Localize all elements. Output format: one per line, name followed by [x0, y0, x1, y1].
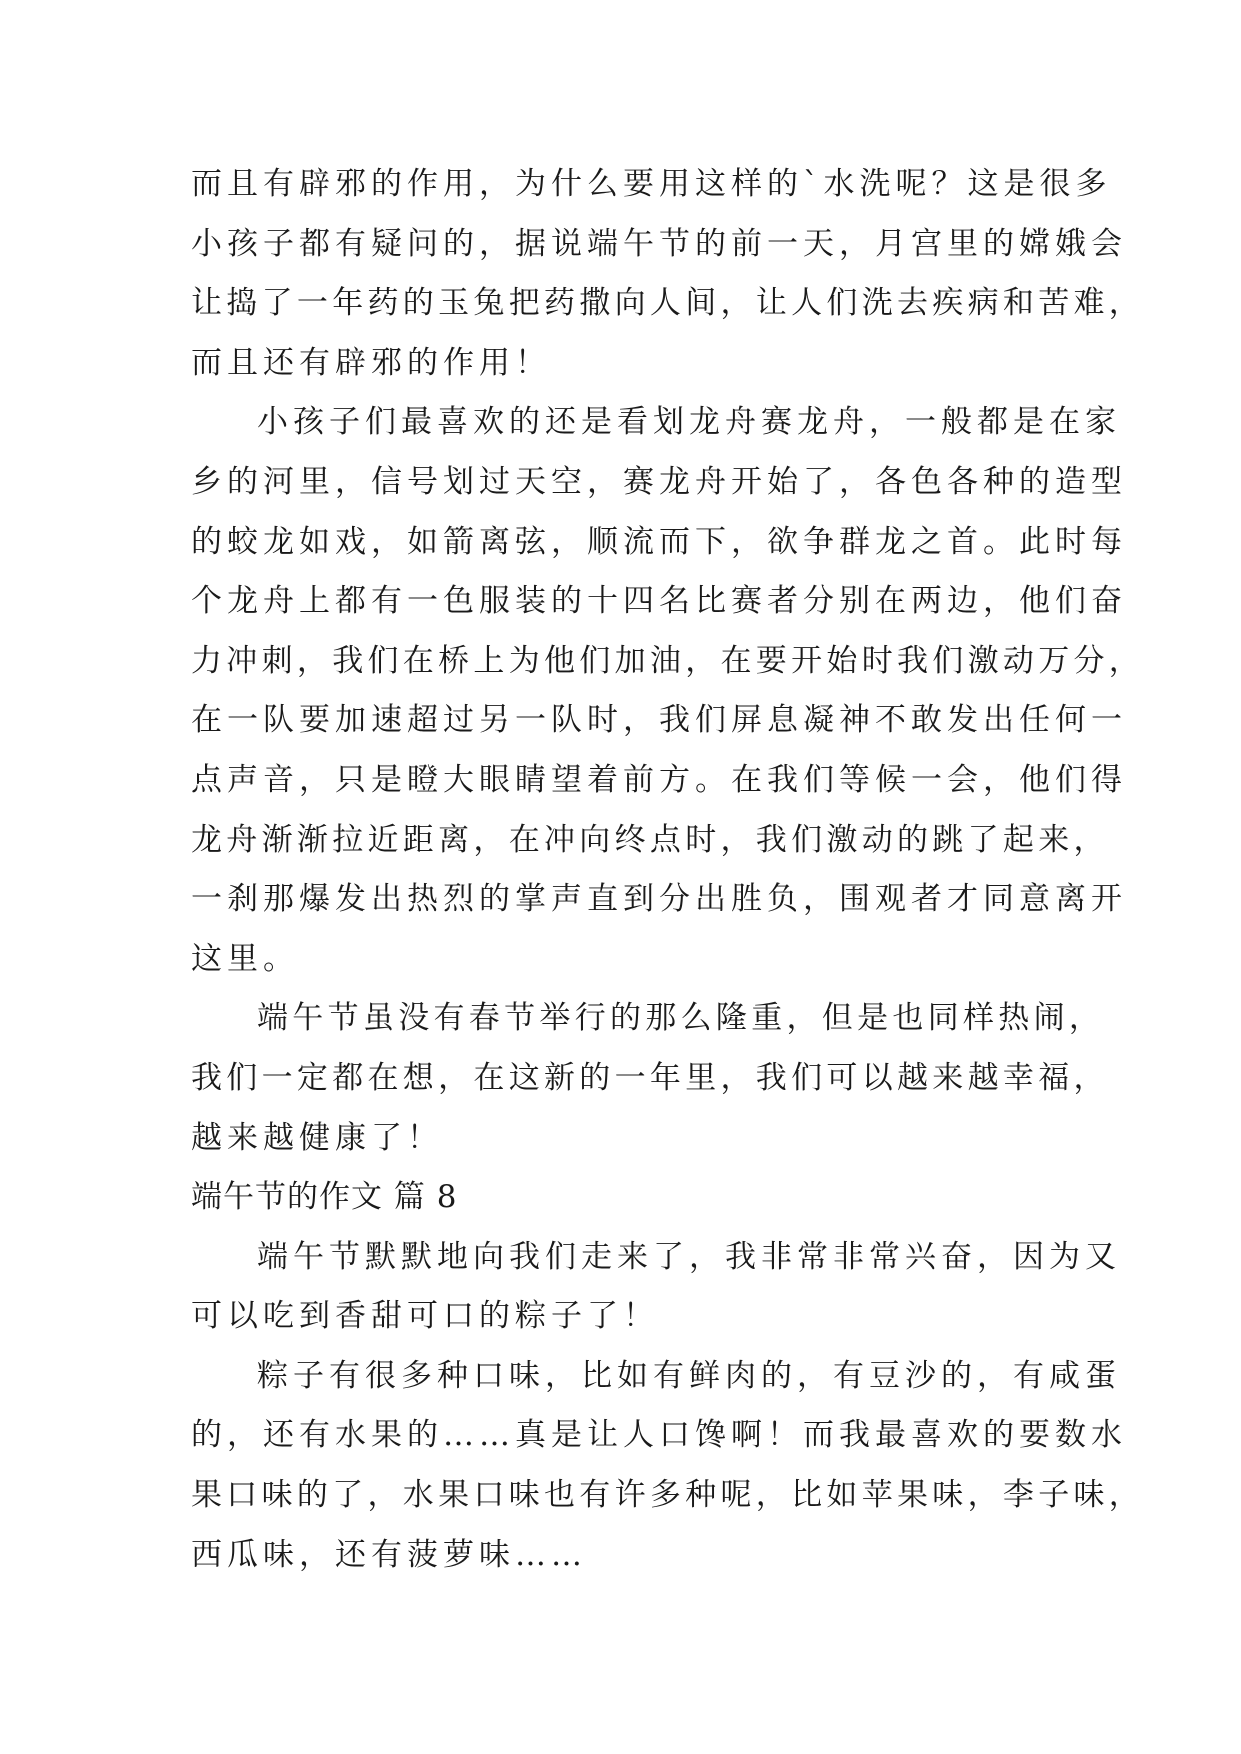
text-line: 小孩子都有疑问的，据说端午节的前一天，月宫里的嫦娥会 — [191, 225, 1127, 262]
section-heading: 端午节的作文 篇 8 — [191, 1179, 458, 1216]
text-line: 可以吃到香甜可口的粽子了！ — [191, 1298, 659, 1335]
text-line: 的，还有水果的……真是让人口馋啊！而我最喜欢的要数水 — [191, 1417, 1127, 1454]
text-line: 在一队要加速超过另一队时，我们屏息凝神不敢发出任何一 — [191, 702, 1127, 739]
document-body — [191, 155, 1145, 1585]
paragraph-start-line: 端午节虽没有春节举行的那么隆重，但是也同样热闹， — [257, 1000, 1105, 1037]
text-line: 力冲刺，我们在桥上为他们加油，在要开始时我们激动万分， — [191, 642, 1145, 679]
text-line: 乡的河里，信号划过天空，赛龙舟开始了，各色各种的造型 — [191, 463, 1127, 500]
text-line: 西瓜味，还有菠萝味…… — [191, 1536, 587, 1573]
text-line: 一刹那爆发出热烈的掌声直到分出胜负，围观者才同意离开 — [191, 881, 1127, 918]
text-line: 果口味的了，水果口味也有许多种呢，比如苹果味，李子味， — [191, 1477, 1145, 1514]
text-line: 这里。 — [191, 940, 299, 977]
text-line: 个龙舟上都有一色服装的十四名比赛者分别在两边，他们奋 — [191, 583, 1127, 620]
text-line: 点声音，只是瞪大眼睛望着前方。在我们等候一会，他们得 — [191, 761, 1127, 798]
paragraph-start-line: 小孩子们最喜欢的还是看划龙舟赛龙舟，一般都是在家 — [257, 404, 1121, 441]
text-line: 的蛟龙如戏，如箭离弦，顺流而下，欲争群龙之首。此时每 — [191, 523, 1127, 560]
paragraph-start-line: 端午节默默地向我们走来了，我非常非常兴奋，因为又 — [257, 1238, 1121, 1275]
text-line: 越来越健康了！ — [191, 1119, 443, 1156]
text-line: 让捣了一年药的玉兔把药撒向人间，让人们洗去疾病和苦难， — [191, 285, 1145, 322]
text-line: 我们一定都在想，在这新的一年里，我们可以越来越幸福， — [191, 1059, 1109, 1096]
text-line: 而且有辟邪的作用，为什么要用这样的`水洗呢？这是很多 — [191, 166, 1112, 202]
text-line: 龙舟渐渐拉近距离，在冲向终点时，我们激动的跳了起来， — [191, 821, 1109, 858]
paragraph-start-line: 粽子有很多种口味，比如有鲜肉的，有豆沙的，有咸蛋 — [257, 1357, 1121, 1394]
text-line: 而且还有辟邪的作用！ — [191, 344, 551, 381]
